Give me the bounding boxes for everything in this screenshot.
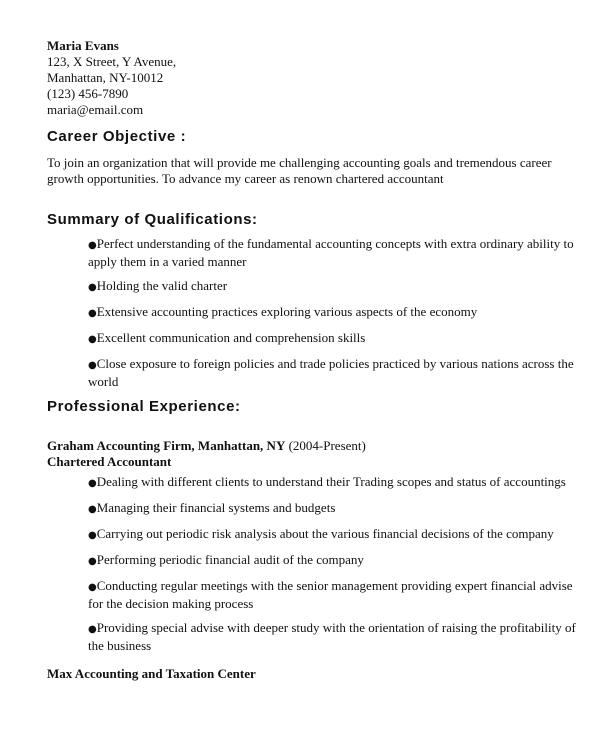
career-objective-heading: Career Objective :: [47, 128, 187, 145]
bullet-icon: ●: [88, 478, 97, 489]
bullet-icon: ●: [88, 530, 97, 541]
qualification-item: ●Extensive accounting practices exploring various aspects of the economy: [88, 304, 478, 319]
bullet-icon: ●: [88, 308, 97, 319]
job-header: [47, 438, 366, 470]
contact-email: maria@email.com: [47, 102, 144, 117]
contact-phone: (123) 456-7890: [47, 86, 129, 101]
job-duty-item: ●Providing special advise with deeper study with the orientation of raising the profitability of the business: [88, 620, 576, 653]
qualification-item: ●Close exposure to foreign policies and trade policies practiced by various nations across the world: [88, 356, 574, 389]
job-duty-item: ●Performing periodic financial audit of the company: [88, 552, 364, 567]
contact-street: 123, X Street, Y Avenue,: [47, 54, 177, 69]
job-duties-list: [88, 474, 583, 662]
bullet-icon: ●: [88, 504, 97, 515]
contact-name: Maria Evans: [47, 38, 119, 53]
bullet-icon: ●: [88, 240, 97, 251]
job-role: Chartered Accountant: [47, 454, 172, 469]
bullet-icon: ●: [88, 360, 97, 371]
qualification-item: ●Excellent communication and comprehension skills: [88, 330, 366, 345]
job-company: Max Accounting and Taxation Center: [47, 666, 256, 681]
job-company: Graham Accounting Firm, Manhattan, NY: [47, 438, 286, 453]
career-objective-text: To join an organization that will provide me challenging accounting goals and tremendous career growth opportunities. To advance my career as renown chartered accountant: [47, 155, 552, 186]
qualification-item: ●Holding the valid charter: [88, 278, 228, 293]
bullet-icon: ●: [88, 624, 97, 635]
job-period: (2004-Present): [288, 438, 366, 453]
bullet-icon: ●: [88, 334, 97, 345]
bullet-icon: ●: [88, 556, 97, 567]
contact-block: [47, 38, 347, 118]
qualifications-list: [88, 236, 583, 398]
experience-heading: Professional Experience:: [47, 398, 241, 415]
qualifications-heading: Summary of Qualifications:: [47, 211, 258, 228]
bullet-icon: ●: [88, 282, 97, 293]
job-duty-item: ●Managing their financial systems and budgets: [88, 500, 336, 515]
job-header: [47, 666, 256, 682]
contact-city: Manhattan, NY-10012: [47, 70, 164, 85]
bullet-icon: ●: [88, 582, 97, 593]
qualification-item: ●Perfect understanding of the fundamental accounting concepts with extra ordinary ability to apply them in a varied manner: [88, 236, 574, 269]
job-duty-item: ●Conducting regular meetings with the senior management providing expert financial advise for the decision making process: [88, 578, 573, 611]
job-duty-item: ●Dealing with different clients to understand their Trading scopes and status of accountings: [88, 474, 566, 489]
job-duty-item: ●Carrying out periodic risk analysis about the various financial decisions of the company: [88, 526, 554, 541]
